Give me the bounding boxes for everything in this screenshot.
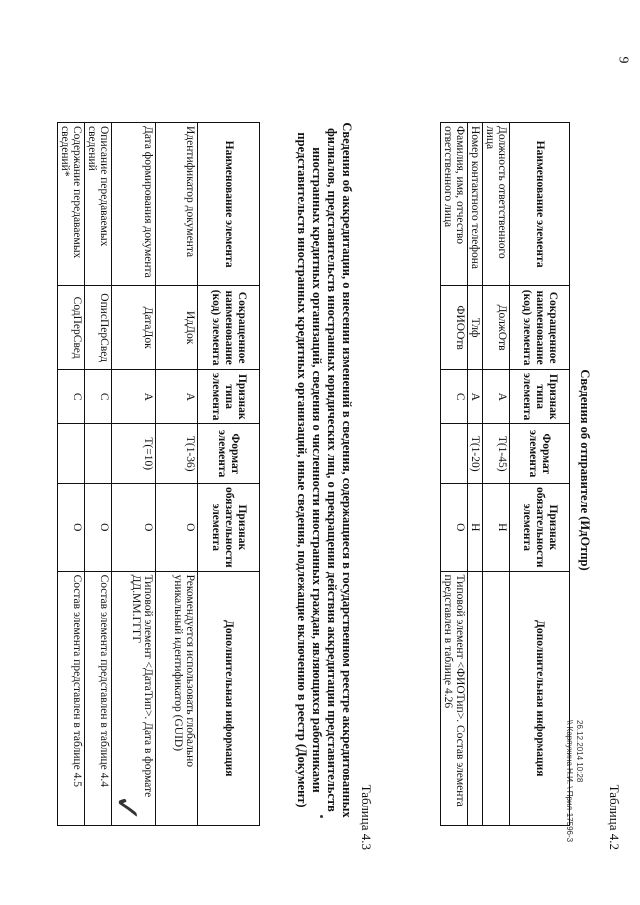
cell-name: Идентификатор документа [156,123,198,286]
cell-info: Рекомендуется использовать глобально уникальный идентификатор (GUID) [156,571,198,825]
cell-code: ДолжОтв [483,286,510,370]
table-row [112,123,156,826]
table-4-3-caption: Таблица 4.3 [359,784,374,850]
table-row [85,123,112,826]
cell-req: О [441,484,468,572]
table-4-2-heading: Сведения об отправителе (ИдОтпр) [578,369,592,571]
cell-info: Типовой элемент <ФИОТип>. Состав элемента представлен в таблице 4.26 [441,571,468,825]
cell-info: Состав элемента представлен в таблице 4.5 [58,571,85,825]
cell-name: Номер контактного телефона [468,123,483,286]
cell-name: Описание передаваемых сведений [85,123,112,286]
rotated-page-content [10,60,630,890]
cell-code: СодПерСвед [58,286,85,370]
cell-info: Типовой элемент <ДатаТип>. Дата в формате ДД.ММ.ГГГГ [112,571,156,825]
cell-req: Н [483,484,510,572]
cell-code: ФИООтв [441,286,468,370]
cell-info: Состав элемента представлен в таблице 4.4 [85,571,112,825]
cell-format: T(=10) [112,424,156,484]
cell-code: ИдДок [156,286,198,370]
header-cell: Наименование элемента [510,123,570,286]
header-cell: Формат элемента [198,424,260,484]
handwritten-mark: ✓ [107,793,145,823]
page-number: 9 [615,56,631,64]
table-4-3-header-row [198,123,260,826]
cell-code: ДатаДок [112,286,156,370]
cell-format [441,424,468,484]
cell-req: О [58,484,85,572]
header-cell: Признак обязательности элемента [198,484,260,572]
cell-name: Содержание передаваемых сведений* [58,123,85,286]
cell-format: T(1-36) [156,424,198,484]
cell-req: Н [468,484,483,572]
cell-req: О [85,484,112,572]
table-row [483,123,510,826]
cell-name: Фамилия, имя, отчество ответственного лица [441,123,468,286]
header-cell: Признак типа элемента [198,370,260,424]
cell-format [85,424,112,484]
cell-req: О [156,484,198,572]
table-row [156,123,198,826]
cell-type: А [112,370,156,424]
cell-type: С [85,370,112,424]
header-cell: Сокращенное наименование (код) элемента [198,286,260,370]
footer-date: 26.12.2014 10:28 [575,720,584,783]
header-cell: Дополнительная информация [510,571,570,825]
cell-format: T(1-45) [483,424,510,484]
cell-type: А [483,370,510,424]
footer-path: \\ Карпухина Н.И. \ Прил-17596-3 [565,720,574,843]
cell-name: Должность ответственного лица [483,123,510,286]
cell-code: Тлф [468,286,483,370]
cell-format: T(1-20) [468,424,483,484]
header-cell: Признак обязательности элемента [510,484,570,572]
table-row [441,123,468,826]
table-row [58,123,85,826]
cell-type: С [441,370,468,424]
table-4-3 [57,122,260,826]
cell-code: ОписПерСвед [85,286,112,370]
table-4-3-heading: Сведения об аккредитации, о внесении изменений в сведения, содержащиеся в государственном реестре аккредитованных филиалов, представительств иностранных юридических лиц, о прекращении действия аккредитации представительств иностранных кредитных организаций, сведения о численности иностранных граждан, являющихся работниками представительств иностранных кредитных организаций, иные сведения, подлежащие включению в реестр (Документ) [295,122,354,818]
header-cell: Наименование элемента [198,123,260,286]
table-4-2-header-row [510,123,570,826]
cell-type: А [468,370,483,424]
cell-name: Дата формирования документа [112,123,156,286]
header-cell: Сокращенное наименование (код) элемента [510,286,570,370]
cell-format [58,424,85,484]
header-cell: Дополнительная информация [198,571,260,825]
header-cell: Формат элемента [510,424,570,484]
cell-req: О [112,484,156,572]
table-4-2 [440,122,570,826]
table-row [468,123,483,826]
cell-type: С [58,370,85,424]
cell-info [468,571,483,825]
cell-type: А [156,370,198,424]
cell-info [483,571,510,825]
header-cell: Признак типа элемента [510,370,570,424]
table-4-2-caption: Таблица 4.2 [607,784,622,850]
